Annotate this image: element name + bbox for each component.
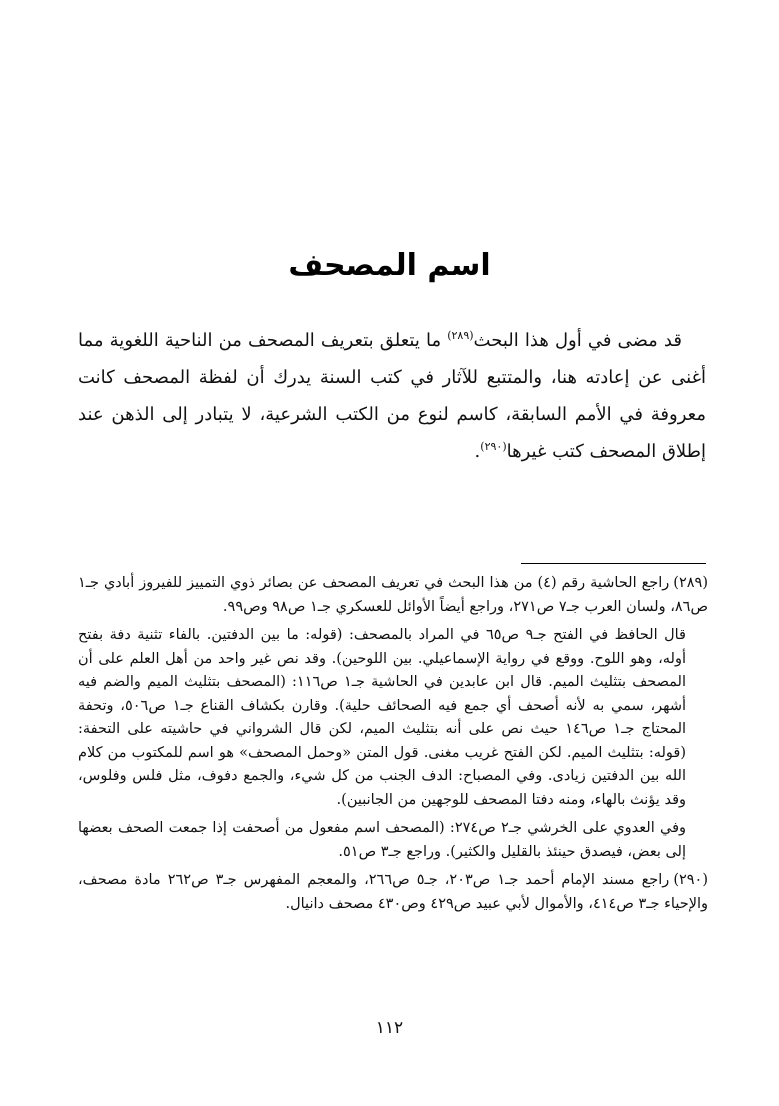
footnote-divider bbox=[521, 563, 706, 564]
paragraph-end: . bbox=[474, 441, 481, 462]
footnotes-section bbox=[78, 572, 708, 921]
footnote-number: (٢٨٩) bbox=[673, 575, 708, 591]
footnote-ref-290[interactable]: (٢٩٠) bbox=[480, 440, 507, 453]
footnote-289-paragraph-3: وفي العدوي على الخرشي جـ٢ ص٢٧٤: (المصحف اسم مفعول من أصحفت إذا جمعت الصحف بعضها إلى بعض، فيصدق حينئذ بالقليل والكثير). وراجع جـ٣ ص٥١. bbox=[78, 820, 687, 860]
paragraph-text-2: ما يتعلق بتعريف المصحف من الناحية اللغوية مما أغنى عن إعادته هنا، والمتتبع للآثار في كتب السنة يدرك أن لفظة المصحف كانت معروفة في الأمم السابقة، كاسم لنوع من الكتب الشرعية، لا يتبادر إلى الذهن عند إطلاق المصحف كتب غيرها bbox=[78, 330, 706, 462]
paragraph bbox=[78, 322, 706, 470]
main-paragraph bbox=[78, 322, 706, 470]
page-title: اسم المصحف bbox=[288, 248, 491, 284]
footnote-289-paragraph-2: قال الحافظ في الفتح جـ٩ ص٦٥ في المراد بالمصحف: (قوله: ما بين الدفتين. بالفاء تثنية دفة بفتح أوله، وهو اللوح. ووقع في رواية الإسماعيلي. بين اللوحين). وقد نص غير واحد من أهل العلم على أن المصحف بتثليث الميم. قال ابن عابدين في الحاشية جـ١ ص١١٦: (المصحف بتثليث الميم والضم فيه أشهر، سمي به لأنه أصحف أي جمع فيه الصحائف حلية). وقارن بكشاف القناع جـ١ ص٥٠٦، وتحفة المحتاج جـ١ ص١٤٦ حيث نص على أنه بتثليث الميم، لكن قال الشرواني في حاشيته على التحفة: (قوله: بتثليث الميم. لكن الفتح غريب مغنى. قول المتن «وحمل المصحف» هو اسم للمكتوب من كلام الله بين الدفتين زيادى. وفي المصباح: الدف الجنب من كل شيء، والجمع دفوف، مثل فلس وفلوس، وقد يؤنث بالهاء، ومنه دفتا المصحف للوجهين من الجانبين). bbox=[78, 627, 687, 808]
footnote-289 bbox=[78, 572, 708, 619]
footnote-290 bbox=[78, 869, 708, 916]
footnote-text: راجع مسند الإمام أحمد جـ١ ص٢٠٣، جـ٥ ص٢٦٦، والمعجم المفهرس جـ٣ ص٢٦٢ مادة مصحف، والإحياء جـ٣ ص٤١٤، والأموال لأبي عبيد ص٤٢٩ وص٤٣٠ مصحف دانيال. bbox=[78, 872, 708, 912]
footnote-ref-289[interactable]: (٢٨٩) bbox=[447, 329, 474, 342]
footnote-text: راجع الحاشية رقم (٤) من هذا البحث في تعريف المصحف عن بصائر ذوي التمييز للفيروز أبادي جـ١ ص٨٦، ولسان العرب جـ٧ ص٢٧١، وراجع أيضاً الأوائل للعسكري جـ١ ص٩٨ وص٩٩. bbox=[78, 575, 708, 615]
page-number: ١١٢ bbox=[375, 1018, 404, 1038]
paragraph-text-1: قد مضى في أول هذا البحث bbox=[473, 330, 682, 351]
footnote-number: (٢٩٠) bbox=[673, 872, 709, 888]
